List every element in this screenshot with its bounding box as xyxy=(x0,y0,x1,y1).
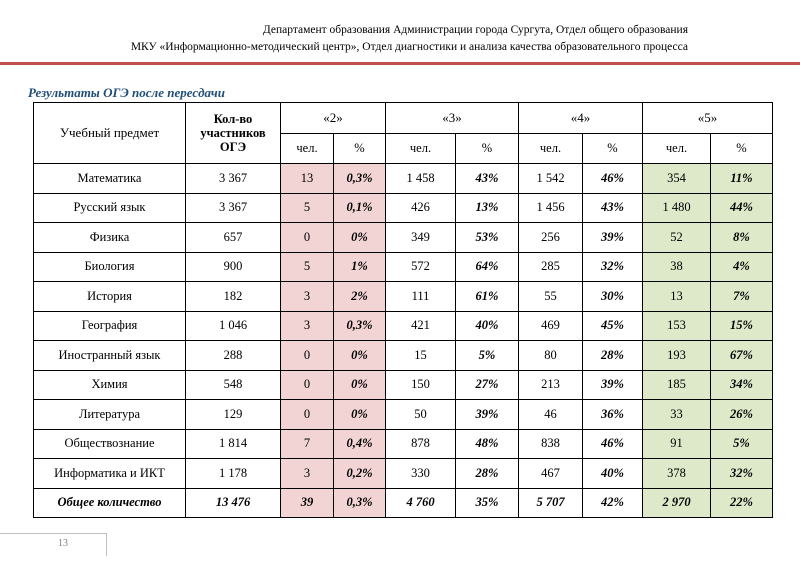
cell-count: 657 xyxy=(186,223,281,253)
cell-p5: 67% xyxy=(711,341,773,371)
cell-g5: 185 xyxy=(643,370,711,400)
cell-p4: 32% xyxy=(583,252,643,282)
cell-p5: 44% xyxy=(711,193,773,223)
cell-p5: 8% xyxy=(711,223,773,253)
cell-g3: 349 xyxy=(386,223,456,253)
grade-2-header: «2» xyxy=(281,103,386,134)
cell-p3: 5% xyxy=(456,341,519,371)
cell-p2: 1% xyxy=(334,252,386,282)
cell-subject: География xyxy=(34,311,186,341)
cell-p5: 15% xyxy=(711,311,773,341)
cell-g2: 0 xyxy=(281,341,334,371)
cell-p4: 39% xyxy=(583,223,643,253)
cell-g5: 91 xyxy=(643,429,711,459)
cell-g2: 39 xyxy=(281,488,334,518)
table-row xyxy=(34,400,773,430)
sub-header-pct: % xyxy=(711,134,773,164)
cell-p2: 0,4% xyxy=(334,429,386,459)
cell-p5: 22% xyxy=(711,488,773,518)
cell-p3: 64% xyxy=(456,252,519,282)
cell-p2: 2% xyxy=(334,282,386,312)
cell-g4: 469 xyxy=(519,311,583,341)
cell-p4: 30% xyxy=(583,282,643,312)
cell-g3: 878 xyxy=(386,429,456,459)
cell-g2: 7 xyxy=(281,429,334,459)
grade-3-header: «3» xyxy=(386,103,519,134)
page-number-box xyxy=(0,533,107,556)
sub-header-people: чел. xyxy=(386,134,456,164)
cell-p4: 40% xyxy=(583,459,643,489)
cell-p5: 5% xyxy=(711,429,773,459)
cell-g3: 426 xyxy=(386,193,456,223)
cell-p5: 11% xyxy=(711,164,773,194)
cell-g3: 15 xyxy=(386,341,456,371)
cell-p2: 0% xyxy=(334,223,386,253)
header-line-2: МКУ «Информационно-методический центр», Отдел диагностики и анализа качества образовательного процесса xyxy=(130,41,688,53)
cell-subject: Физика xyxy=(34,223,186,253)
cell-p4: 28% xyxy=(583,341,643,371)
cell-p2: 0,3% xyxy=(334,488,386,518)
cell-g3: 572 xyxy=(386,252,456,282)
cell-p3: 40% xyxy=(456,311,519,341)
cell-p4: 39% xyxy=(583,370,643,400)
cell-g5: 33 xyxy=(643,400,711,430)
col-count-header: Кол-во участников ОГЭ xyxy=(186,103,281,164)
cell-g5: 354 xyxy=(643,164,711,194)
cell-g4: 467 xyxy=(519,459,583,489)
cell-p3: 27% xyxy=(456,370,519,400)
table-row xyxy=(34,223,773,253)
table-row xyxy=(34,164,773,194)
cell-g3: 150 xyxy=(386,370,456,400)
cell-p3: 39% xyxy=(456,400,519,430)
cell-subject: История xyxy=(34,282,186,312)
table-body xyxy=(34,164,773,518)
cell-subject: Иностранный язык xyxy=(34,341,186,371)
cell-subject: Биология xyxy=(34,252,186,282)
cell-count: 288 xyxy=(186,341,281,371)
sub-header-pct: % xyxy=(456,134,519,164)
cell-p3: 35% xyxy=(456,488,519,518)
cell-p5: 26% xyxy=(711,400,773,430)
cell-g4: 838 xyxy=(519,429,583,459)
cell-g2: 5 xyxy=(281,252,334,282)
cell-p4: 43% xyxy=(583,193,643,223)
cell-p4: 46% xyxy=(583,164,643,194)
cell-g2: 0 xyxy=(281,400,334,430)
cell-g5: 2 970 xyxy=(643,488,711,518)
cell-g2: 5 xyxy=(281,193,334,223)
cell-count: 3 367 xyxy=(186,164,281,194)
cell-g5: 52 xyxy=(643,223,711,253)
cell-g2: 0 xyxy=(281,370,334,400)
cell-p2: 0% xyxy=(334,341,386,371)
cell-p3: 28% xyxy=(456,459,519,489)
cell-count: 129 xyxy=(186,400,281,430)
cell-g5: 38 xyxy=(643,252,711,282)
cell-p2: 0% xyxy=(334,400,386,430)
cell-g4: 1 456 xyxy=(519,193,583,223)
cell-p5: 34% xyxy=(711,370,773,400)
cell-p3: 13% xyxy=(456,193,519,223)
cell-p3: 61% xyxy=(456,282,519,312)
cell-g2: 3 xyxy=(281,311,334,341)
cell-g4: 213 xyxy=(519,370,583,400)
cell-g5: 13 xyxy=(643,282,711,312)
cell-p3: 53% xyxy=(456,223,519,253)
cell-count: 182 xyxy=(186,282,281,312)
cell-count: 13 476 xyxy=(186,488,281,518)
cell-g2: 0 xyxy=(281,223,334,253)
cell-g5: 378 xyxy=(643,459,711,489)
table-row-total xyxy=(34,488,773,518)
sub-header-pct: % xyxy=(334,134,386,164)
cell-count: 548 xyxy=(186,370,281,400)
grade-5-header: «5» xyxy=(643,103,773,134)
cell-g3: 330 xyxy=(386,459,456,489)
cell-count: 900 xyxy=(186,252,281,282)
cell-count: 3 367 xyxy=(186,193,281,223)
cell-g3: 1 458 xyxy=(386,164,456,194)
cell-subject: Информатика и ИКТ xyxy=(34,459,186,489)
section-title: Результаты ОГЭ после пересдачи xyxy=(28,85,225,100)
cell-g3: 50 xyxy=(386,400,456,430)
cell-g4: 5 707 xyxy=(519,488,583,518)
cell-p2: 0% xyxy=(334,370,386,400)
cell-g4: 80 xyxy=(519,341,583,371)
cell-subject: Обществознание xyxy=(34,429,186,459)
cell-p3: 43% xyxy=(456,164,519,194)
cell-p4: 45% xyxy=(583,311,643,341)
cell-p2: 0,3% xyxy=(334,164,386,194)
cell-p5: 32% xyxy=(711,459,773,489)
table-row xyxy=(34,341,773,371)
cell-subject: Математика xyxy=(34,164,186,194)
sub-header-people: чел. xyxy=(519,134,583,164)
table-row xyxy=(34,429,773,459)
header-divider xyxy=(0,62,800,65)
cell-g2: 13 xyxy=(281,164,334,194)
cell-g2: 3 xyxy=(281,282,334,312)
cell-count: 1 178 xyxy=(186,459,281,489)
sub-header-people: чел. xyxy=(643,134,711,164)
cell-g5: 1 480 xyxy=(643,193,711,223)
cell-p2: 0,2% xyxy=(334,459,386,489)
cell-subject: Литература xyxy=(34,400,186,430)
table-row xyxy=(34,193,773,223)
table-row xyxy=(34,370,773,400)
table-row xyxy=(34,252,773,282)
cell-count: 1 814 xyxy=(186,429,281,459)
table-row xyxy=(34,311,773,341)
cell-subject: Химия xyxy=(34,370,186,400)
cell-g2: 3 xyxy=(281,459,334,489)
cell-g4: 285 xyxy=(519,252,583,282)
results-table xyxy=(33,102,773,518)
cell-subject: Русский язык xyxy=(34,193,186,223)
col-subject-header: Учебный предмет xyxy=(34,103,186,164)
cell-p4: 42% xyxy=(583,488,643,518)
cell-p5: 4% xyxy=(711,252,773,282)
cell-g5: 153 xyxy=(643,311,711,341)
cell-p5: 7% xyxy=(711,282,773,312)
cell-p2: 0,3% xyxy=(334,311,386,341)
cell-p4: 46% xyxy=(583,429,643,459)
cell-g4: 256 xyxy=(519,223,583,253)
cell-p2: 0,1% xyxy=(334,193,386,223)
header-line-1: Департамент образования Администрации города Сургута, Отдел общего образования xyxy=(262,24,688,36)
sub-header-pct: % xyxy=(583,134,643,164)
cell-g3: 4 760 xyxy=(386,488,456,518)
cell-g3: 111 xyxy=(386,282,456,312)
sub-header-people: чел. xyxy=(281,134,334,164)
cell-subject: Общее количество xyxy=(34,488,186,518)
cell-g4: 1 542 xyxy=(519,164,583,194)
page-number: 13 xyxy=(58,538,68,549)
grade-4-header: «4» xyxy=(519,103,643,134)
cell-count: 1 046 xyxy=(186,311,281,341)
cell-g4: 55 xyxy=(519,282,583,312)
cell-p4: 36% xyxy=(583,400,643,430)
table-row xyxy=(34,282,773,312)
cell-p3: 48% xyxy=(456,429,519,459)
cell-g4: 46 xyxy=(519,400,583,430)
cell-g5: 193 xyxy=(643,341,711,371)
table-row xyxy=(34,459,773,489)
cell-g3: 421 xyxy=(386,311,456,341)
